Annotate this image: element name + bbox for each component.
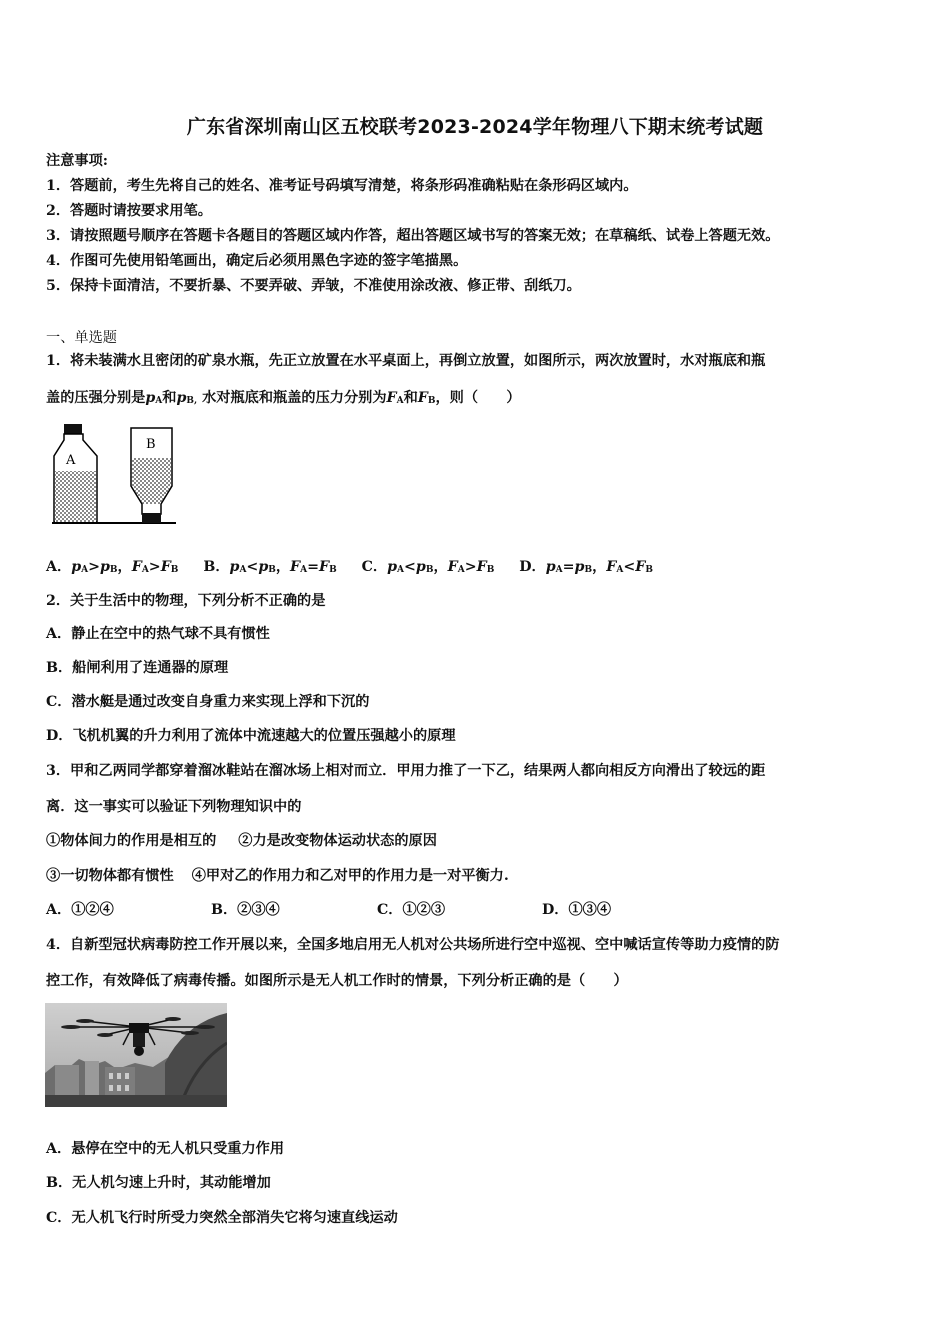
q3-stem-line1: 3．甲和乙两同学都穿着溜冰鞋站在溜冰场上相对而立．甲用力推了一下乙，结果两人都向相反方向滑出了较远的距	[46, 763, 766, 779]
q1-option-a[interactable]: A．pA>pB，FA>FB	[46, 559, 179, 575]
notice-item-1: 1．答题前，考生先将自己的姓名、准考证号码填写清楚，将条形码准确粘贴在条形码区域内。	[46, 178, 638, 194]
q1-options	[46, 558, 673, 579]
q2-stem: 2．关于生活中的物理，下列分析不正确的是	[46, 593, 326, 609]
q3-statement-1: ①物体间力的作用是相互的	[46, 833, 217, 849]
q1-stem-line2: 盖的压强分别是pA和pB, 水对瓶底和瓶盖的压力分别为FA和FB，则（ ）	[46, 390, 521, 406]
label-a: A	[66, 453, 76, 468]
q1-stem-line1: 1．将未装满水且密闭的矿泉水瓶，先正立放置在水平桌面上，再倒立放置，如图所示，两次放置时，水对瓶底和瓶	[46, 353, 766, 369]
q2-option-c[interactable]: C．潜水艇是通过改变自身重力来实现上浮和下沉的	[46, 694, 370, 710]
q2-option-d[interactable]: D．飞机机翼的升力利用了流体中流速越大的位置压强越小的原理	[46, 728, 456, 744]
q3-option-d[interactable]: D．①③④	[542, 902, 612, 918]
bottle-a	[54, 424, 97, 522]
q3-statement-2: ②力是改变物体运动状态的原因	[238, 833, 437, 849]
q4-stem-line1: 4．自新型冠状病毒防控工作开展以来，全国多地启用无人机对公共场所进行空中巡视、空中喊话宣传等助力疫情的防	[46, 937, 780, 953]
q4-option-a[interactable]: A．悬停在空中的无人机只受重力作用	[46, 1141, 285, 1157]
bottle-b	[131, 428, 172, 523]
q3-statement-3: ③一切物体都有惯性	[46, 868, 174, 884]
notice-item-5: 5．保持卡面清洁，不要折暴、不要弄破、弄皱，不准使用涂改液、修正带、刮纸刀。	[46, 278, 581, 294]
q4-stem-line2: 控工作，有效降低了病毒传播。如图所示是无人机工作时的情景，下列分析正确的是（ ）	[46, 973, 628, 989]
q1-option-c[interactable]: C．pA<pB，FA>FB	[361, 559, 495, 575]
notice-item-3: 3．请按照题号顺序在答题卡各题目的答题区域内作答，超出答题区域书写的答案无效；在草稿纸、试卷上答题无效。	[46, 228, 780, 244]
notice-heading: 注意事项:	[46, 153, 108, 169]
q3-option-c[interactable]: C．①②③	[377, 902, 446, 918]
notice-item-4: 4．作图可先使用铅笔画出，确定后必须用黑色字迹的签字笔描黑。	[46, 253, 468, 269]
q3-option-a[interactable]: A．①②④	[46, 902, 114, 918]
section-heading: 一、单选题	[46, 330, 117, 346]
q4-option-c[interactable]: C．无人机飞行时所受力突然全部消失它将匀速直线运动	[46, 1210, 398, 1226]
bottle-figure	[44, 420, 184, 532]
drone-photo	[45, 1003, 227, 1107]
q3-statement-4: ④甲对乙的作用力和乙对甲的作用力是一对平衡力.	[191, 868, 509, 884]
q2-option-b[interactable]: B．船闸利用了连通器的原理	[46, 660, 229, 676]
notice-item-2: 2．答题时请按要求用笔。	[46, 203, 212, 219]
q4-option-b[interactable]: B．无人机匀速上升时，其动能增加	[46, 1175, 271, 1191]
q3-statements-row1	[46, 832, 437, 850]
page-title: 广东省深圳南山区五校联考2023-2024学年物理八下期末统考试题	[186, 116, 764, 138]
q3-stem-line2: 离．这一事实可以验证下列物理知识中的	[46, 799, 302, 815]
label-b: B	[146, 437, 156, 452]
q1-option-d[interactable]: D．pA=pB，FA<FB	[519, 559, 653, 575]
q3-statements-row2	[46, 867, 509, 885]
q2-option-a[interactable]: A．静止在空中的热气球不具有惯性	[46, 626, 270, 642]
q1-option-b[interactable]: B．pA<pB，FA=FB	[203, 559, 337, 575]
q3-option-b[interactable]: B．②③④	[211, 902, 280, 918]
